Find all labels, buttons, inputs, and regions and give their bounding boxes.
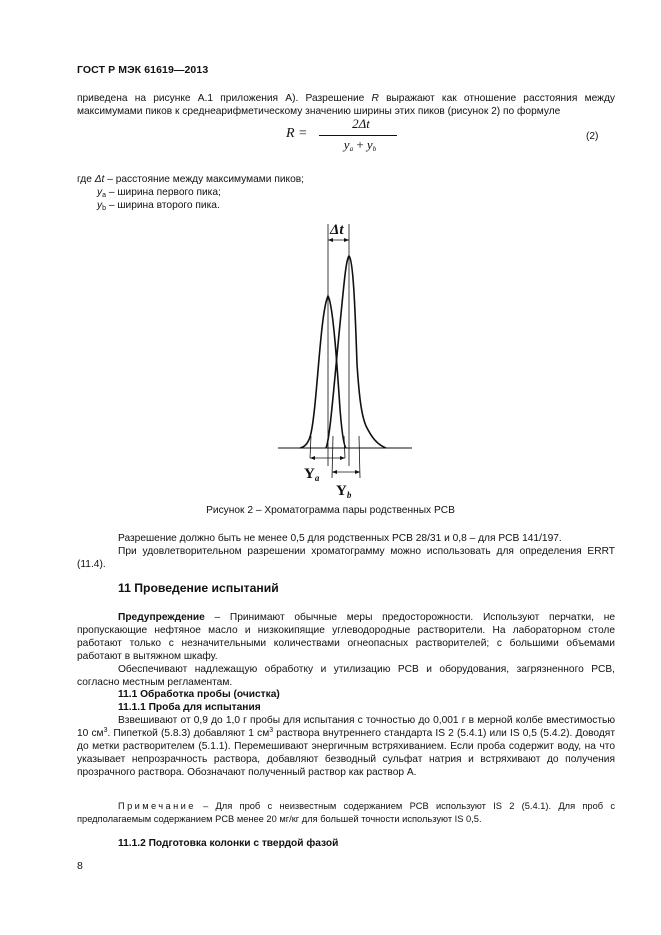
subsection-11-1-2: 11.1.2 Подготовка колонки с твердой фазой bbox=[118, 838, 339, 849]
ya-label: $Y_a$ bbox=[304, 466, 320, 483]
note-label: Примечание bbox=[118, 801, 196, 811]
paragraph-resolution-limits: Разрешение должно быть не менее 0,5 для родственных PCB 28/31 и 0,8 – для PCB 141/197. bbox=[118, 533, 562, 544]
subsection-11-1: 11.1 Обработка пробы (очистка) bbox=[118, 689, 280, 700]
formula-lhs: R = bbox=[286, 126, 308, 141]
document-header: ГОСТ Р МЭК 61619—2013 bbox=[77, 64, 209, 76]
chromatogram-figure bbox=[270, 214, 420, 500]
ya-right-tick bbox=[344, 436, 345, 458]
where-line-yb: $y_b$ – ширина второго пика. bbox=[97, 200, 220, 212]
warning-label: Предупреждение bbox=[118, 612, 205, 623]
paragraph-sample-prep: Взвешивают от 0,9 до 1,0 г пробы для испытания с точностью до 0,001 г в мерной колбе вместимостью 10 $см^3$. Пипеткой (5.8.3) добавляют 1 $см^3$ раствора внутреннего стандарта IS 2 (5.4.1) или IS 0,5 (5.4.2). Доводят до метки растворителем (5.1.1). Перемешивают энергичным встряхиванием. Если проба содержит воду, на что указывает непрозрачность раствора, добавляют безводный сульфат натрия и встряхивают до получения прозрачного раствора. Обозначают полученный раствор как раствор А. bbox=[77, 715, 615, 778]
resolution-symbol: R bbox=[371, 93, 379, 104]
where-line-delta: где Δt – расстояние между максимумами пиков; bbox=[77, 174, 305, 185]
warning-paragraph: Предупреждение – Принимают обычные меры предосторожности. Используют перчатки, не пропускающие нефтяное масло и низкокипящие углеводородные растворители. На лабораторном столе работают только с незначительными количествами огнеопасных растворителей; с большими объемами работают в вытяжном шкафу. bbox=[77, 612, 615, 662]
formula-denominator: $y_a + y_b$ bbox=[343, 137, 377, 153]
subsection-11-1-1: 11.1.1 Проба для испытания bbox=[118, 702, 261, 713]
fraction-bar bbox=[319, 135, 397, 136]
ya-left-tick bbox=[310, 436, 311, 458]
resolution-formula bbox=[282, 118, 392, 158]
peak-1 bbox=[300, 296, 346, 448]
note-paragraph: Примечание – Для проб с неизвестным содержанием PCB используют IS 2 (5.4.1). Для проб с предполагаемым содержанием PCB менее 20 мг/кг для большей точности используют IS 0,5. bbox=[77, 801, 615, 824]
page-number: 8 bbox=[77, 860, 83, 872]
formula-numerator: 2Δt bbox=[352, 116, 370, 131]
paragraph-errt: При удовлетворительном разрешении хроматограмму можно использовать для определения ERRT (11.4). bbox=[77, 546, 615, 570]
formula-number: (2) bbox=[586, 131, 599, 142]
yb-label: $Y_b$ bbox=[336, 483, 352, 500]
paragraph-disposal: Обеспечивают надлежащую обработку и утилизацию PCB и оборудования, загрязненного PCB, согласно местным регламентам. bbox=[77, 664, 615, 688]
section-title: 11 Проведение испытаний bbox=[118, 581, 279, 595]
figure-caption: Рисунок 2 – Хроматограмма пары родственных PCB bbox=[206, 505, 455, 516]
where-line-ya: $y_a$ – ширина первого пика; bbox=[97, 187, 221, 199]
delta-t-label: Δt bbox=[330, 222, 344, 238]
intro-paragraph: приведена на рисунке А.1 приложения А). Разрешение R выражают как отношение расстояния между максимумами пиков к среднеарифметическому значению ширины этих пиков (рисунок 2) по формуле bbox=[77, 93, 615, 117]
